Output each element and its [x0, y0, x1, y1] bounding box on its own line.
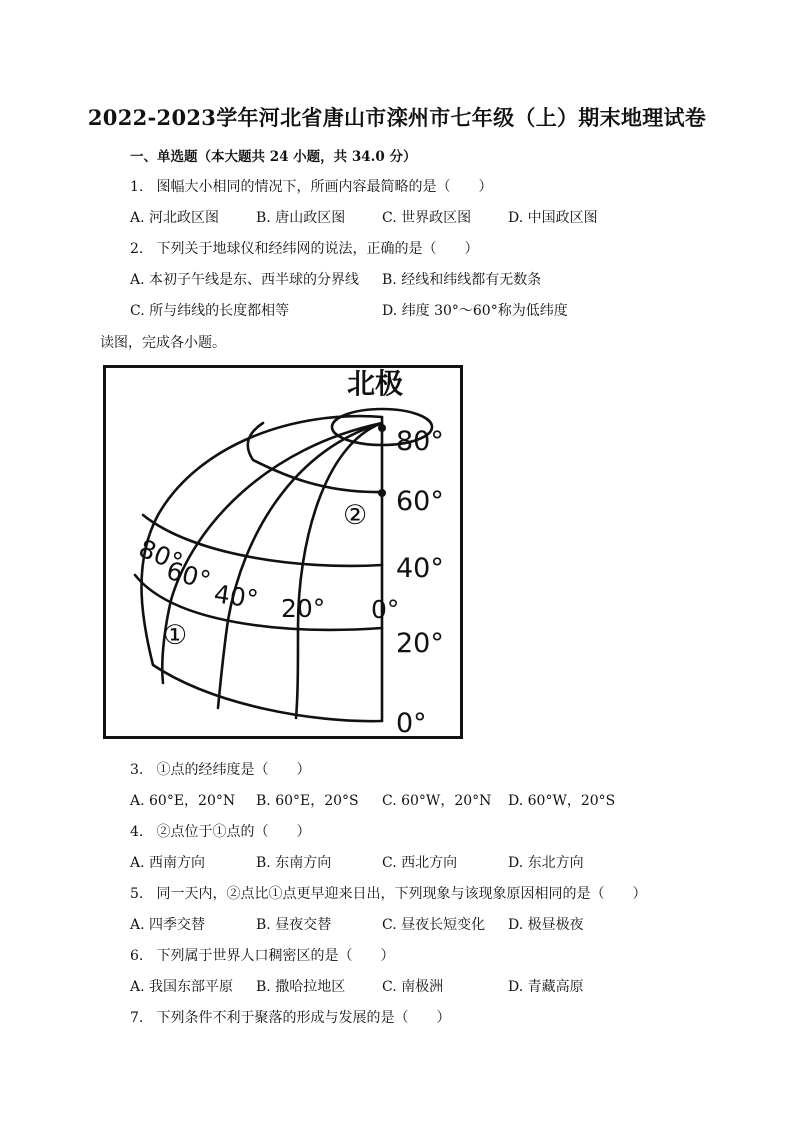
lat-label-80: 80°	[396, 426, 444, 457]
question-6	[130, 945, 394, 965]
reading-intro: 读图，完成各小题。	[100, 335, 226, 351]
lat-label-40: 40°	[396, 553, 444, 584]
pole-label: 北极	[347, 367, 404, 400]
section-heading: 一、单选题（本大题共 24 小题，共 34.0 分）	[130, 149, 417, 165]
lon-label-80: 80°	[134, 533, 187, 578]
option-d[interactable]: D. 极昼极夜	[508, 917, 584, 933]
lon-label-60: 60°	[163, 555, 214, 596]
option-a[interactable]: A. 我国东部平原	[130, 979, 234, 995]
option-d[interactable]: D. 纬度 30°～60°称为低纬度	[382, 303, 568, 319]
option-b[interactable]: B. 60°E，20°S	[256, 793, 359, 809]
lon-label-20: 20°	[281, 594, 326, 623]
option-c[interactable]: C. 所与纬线的长度都相等	[130, 303, 290, 319]
lon-label-40: 40°	[212, 579, 261, 615]
question-text: 同一天内，②点比①点更早迎来日出，下列现象与该现象原因相同的是（ ）	[156, 886, 647, 902]
point-60	[378, 489, 386, 497]
option-a[interactable]: A. 西南方向	[130, 855, 206, 871]
option-a[interactable]: A. 四季交替	[130, 917, 206, 933]
question-1	[130, 176, 492, 196]
question-number: 4.	[130, 824, 144, 840]
option-d[interactable]: D. 东北方向	[508, 855, 584, 871]
lat-label-20: 20°	[396, 628, 444, 659]
option-b[interactable]: B. 唐山政区图	[256, 210, 346, 226]
question-4	[130, 821, 310, 841]
option-b[interactable]: B. 经线和纬线都有无数条	[382, 272, 542, 288]
option-d[interactable]: D. 青藏高原	[508, 979, 584, 995]
option-a[interactable]: A. 本初子午线是东、西半球的分界线	[130, 272, 360, 288]
question-5	[130, 883, 646, 903]
question-number: 3.	[130, 762, 144, 778]
question-text: ①点的经纬度是（ ）	[156, 762, 311, 778]
option-c[interactable]: C. 西北方向	[382, 855, 458, 871]
option-b[interactable]: B. 东南方向	[256, 855, 332, 871]
question-text: 下列属于世界人口稠密区的是（ ）	[156, 948, 395, 964]
lat-label-60: 60°	[396, 486, 444, 517]
option-a[interactable]: A. 60°E，20°N	[130, 793, 236, 809]
question-number: 5.	[130, 886, 144, 902]
question-7	[130, 1007, 450, 1027]
question-number: 7.	[130, 1010, 144, 1026]
question-number: 1.	[130, 179, 144, 195]
point-2-label: ②	[343, 500, 368, 531]
option-a[interactable]: A. 河北政区图	[130, 210, 220, 226]
question-text: ②点位于①点的（ ）	[156, 824, 311, 840]
option-c[interactable]: C. 世界政区图	[382, 210, 472, 226]
question-number: 2.	[130, 241, 144, 257]
option-d[interactable]: D. 中国政区图	[508, 210, 598, 226]
graticule-map-svg	[103, 365, 463, 739]
lon-label-0: 0°	[371, 595, 400, 624]
question-text: 下列关于地球仪和经纬网的说法，正确的是（ ）	[156, 241, 479, 257]
lat-label-0: 0°	[396, 708, 427, 739]
exam-title: 2022-2023学年河北省唐山市滦州市七年级（上）期末地理试卷	[87, 105, 707, 130]
question-number: 6.	[130, 948, 144, 964]
point-80	[378, 424, 386, 432]
option-b[interactable]: B. 撒哈拉地区	[256, 979, 346, 995]
option-c[interactable]: C. 60°W，20°N	[382, 793, 492, 809]
option-c[interactable]: C. 昼夜长短变化	[382, 917, 486, 933]
option-c[interactable]: C. 南极洲	[382, 979, 444, 995]
question-3	[130, 759, 310, 779]
option-b[interactable]: B. 昼夜交替	[256, 917, 332, 933]
question-text: 图幅大小相同的情况下，所画内容最简略的是（ ）	[156, 179, 493, 195]
point-1-label: ①	[163, 620, 188, 651]
question-2	[130, 238, 478, 258]
graticule-map	[103, 365, 463, 739]
question-text: 下列条件不利于聚落的形成与发展的是（ ）	[156, 1010, 451, 1026]
option-d[interactable]: D. 60°W，20°S	[508, 793, 616, 809]
